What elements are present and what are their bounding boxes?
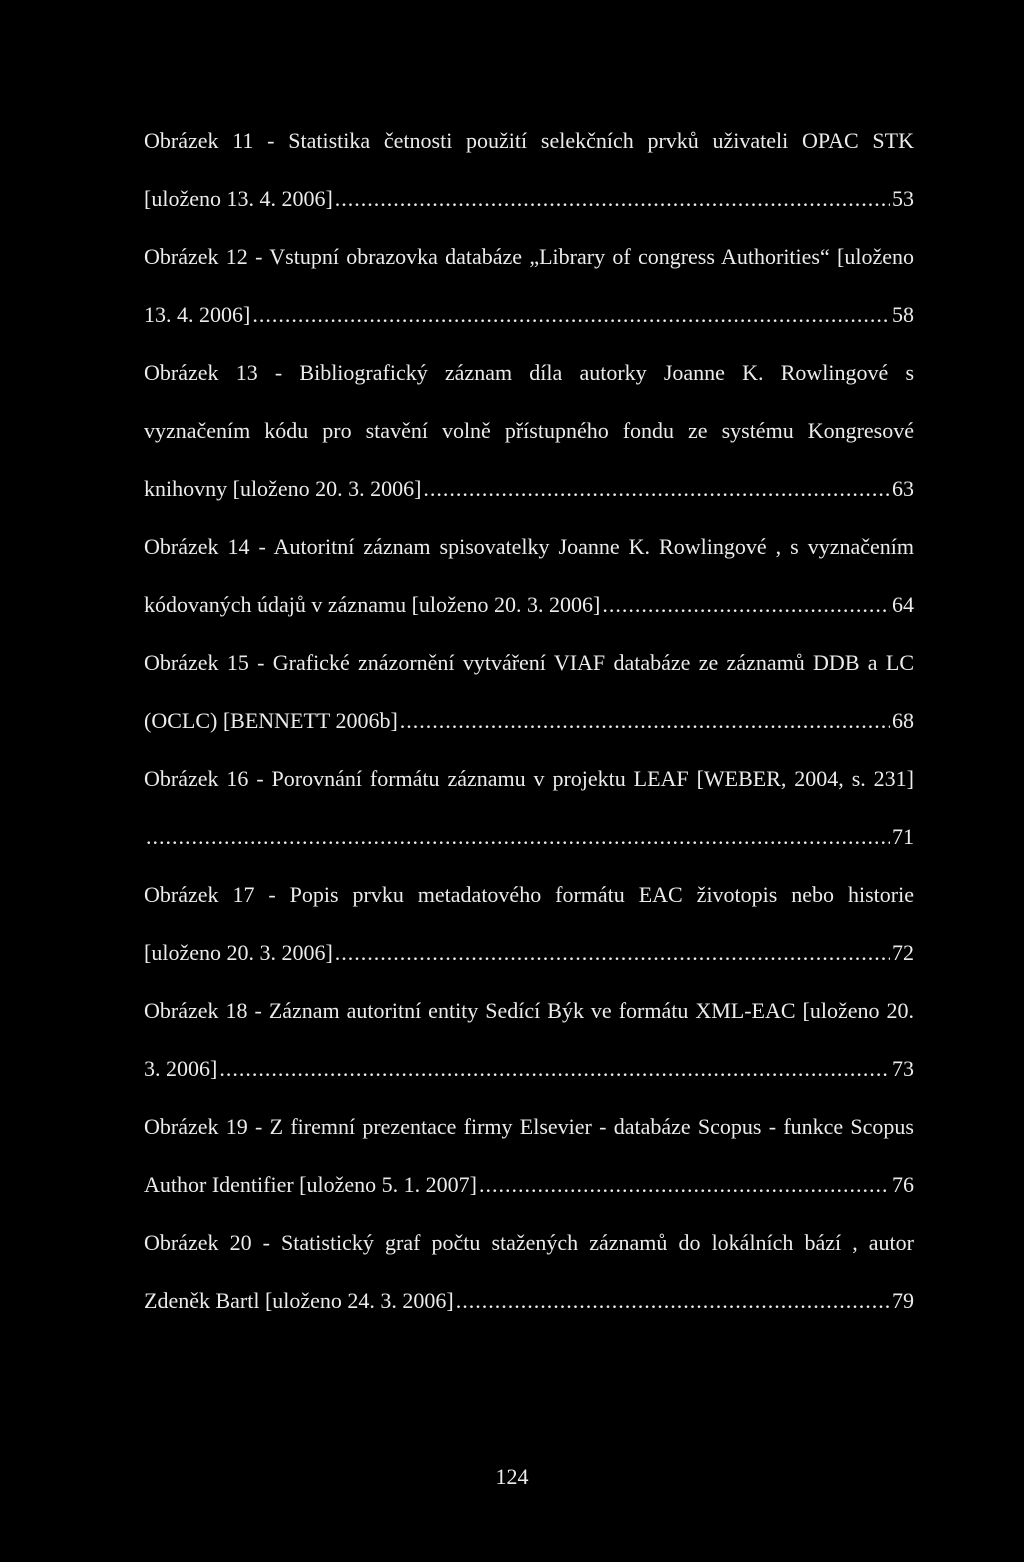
toc-entry xyxy=(144,764,914,880)
toc-entry-last-line xyxy=(144,706,914,764)
toc-entry-text: Obrázek 11 - Statistika četnosti použití selekčních prvků uživateli OPAC STK xyxy=(144,128,914,153)
toc-entry-text: Obrázek 12 - Vstupní obrazovka databáze „Library of congress Authorities“ [uloženo xyxy=(144,244,914,269)
toc-page-number: 72 xyxy=(892,940,914,965)
toc-entry-text: Obrázek 17 - Popis prvku metadatového formátu EAC životopis nebo historie xyxy=(144,882,914,907)
toc-entry-last-line xyxy=(144,300,914,358)
toc-entry-last-line xyxy=(144,822,914,880)
toc-entry-text: Obrázek 16 - Porovnání formátu záznamu v projektu LEAF [WEBER, 2004, s. 231] xyxy=(144,766,914,791)
toc-entry-last-line xyxy=(144,590,914,648)
dot-leader xyxy=(335,938,890,968)
dot-leader xyxy=(146,822,890,852)
toc-entry xyxy=(144,648,914,764)
dot-leader xyxy=(423,474,890,504)
toc-entry-last-line xyxy=(144,1054,914,1112)
toc-entry xyxy=(144,1112,914,1228)
toc-entry-text: Obrázek 18 - Záznam autoritní entity Sedící Býk ve formátu XML-EAC [uloženo 20. xyxy=(144,998,914,1023)
toc-entry xyxy=(144,358,914,532)
toc-page-number: 73 xyxy=(892,1056,914,1081)
toc-entry-text: [uloženo 13. 4. 2006] xyxy=(144,186,333,211)
toc-entry-last-line xyxy=(144,938,914,996)
toc-entry-last-line xyxy=(144,184,914,242)
toc-entry xyxy=(144,126,914,242)
toc-entry-text: knihovny [uloženo 20. 3. 2006] xyxy=(144,476,422,501)
page-number: 124 xyxy=(495,1464,529,1489)
toc-entry-text: Obrázek 20 - Statistický graf počtu stažených záznamů do lokálních bází , autor xyxy=(144,1230,914,1255)
dot-leader xyxy=(602,590,890,620)
toc-entry-text: Obrázek 15 - Grafické znázornění vytváření VIAF databáze ze záznamů DDB a LC xyxy=(144,650,914,675)
dot-leader xyxy=(252,300,890,330)
dot-leader xyxy=(219,1054,890,1084)
toc-entry xyxy=(144,1228,914,1344)
toc-entry-text: vyznačením kódu pro stavění volně přístupného fondu ze systému Kongresové xyxy=(144,418,914,443)
toc-page-number: 68 xyxy=(892,708,914,733)
toc-entry-text: [uloženo 20. 3. 2006] xyxy=(144,940,333,965)
toc-page-number: 79 xyxy=(892,1288,914,1313)
toc-entry-text: 13. 4. 2006] xyxy=(144,302,251,327)
toc-page-number: 76 xyxy=(892,1172,914,1197)
toc-entry-text: Obrázek 14 - Autoritní záznam spisovatelky Joanne K. Rowlingové , s vyznačením xyxy=(144,534,914,559)
toc-page-number: 64 xyxy=(892,592,914,617)
toc-entry-last-line xyxy=(144,1286,914,1344)
toc-entry-text: Obrázek 13 - Bibliografický záznam díla autorky Joanne K. Rowlingové s xyxy=(144,360,914,385)
toc-page-number: 53 xyxy=(892,186,914,211)
toc-entry-last-line xyxy=(144,1170,914,1228)
toc-page-number: 71 xyxy=(892,824,914,849)
toc-entry xyxy=(144,242,914,358)
toc-entry-text: kódovaných údajů v záznamu [uloženo 20. 3. 2006] xyxy=(144,592,601,617)
toc-entry xyxy=(144,996,914,1112)
toc-entry-text: Zdeněk Bartl [uloženo 24. 3. 2006] xyxy=(144,1288,454,1313)
toc-entry-text: 3. 2006] xyxy=(144,1056,218,1081)
toc-entry xyxy=(144,532,914,648)
toc-page-number: 63 xyxy=(892,476,914,501)
dot-leader xyxy=(400,706,890,736)
list-of-figures xyxy=(144,126,914,1344)
toc-entry-text: Obrázek 19 - Z firemní prezentace firmy Elsevier - databáze Scopus - funkce Scopus xyxy=(144,1114,914,1139)
dot-leader xyxy=(456,1286,890,1316)
dot-leader xyxy=(479,1170,890,1200)
dot-leader xyxy=(335,184,890,214)
toc-entry xyxy=(144,880,914,996)
toc-entry-last-line xyxy=(144,474,914,532)
toc-entry-text: Author Identifier [uloženo 5. 1. 2007] xyxy=(144,1172,477,1197)
toc-entry-text: (OCLC) [BENNETT 2006b] xyxy=(144,708,398,733)
toc-page-number: 58 xyxy=(892,302,914,327)
